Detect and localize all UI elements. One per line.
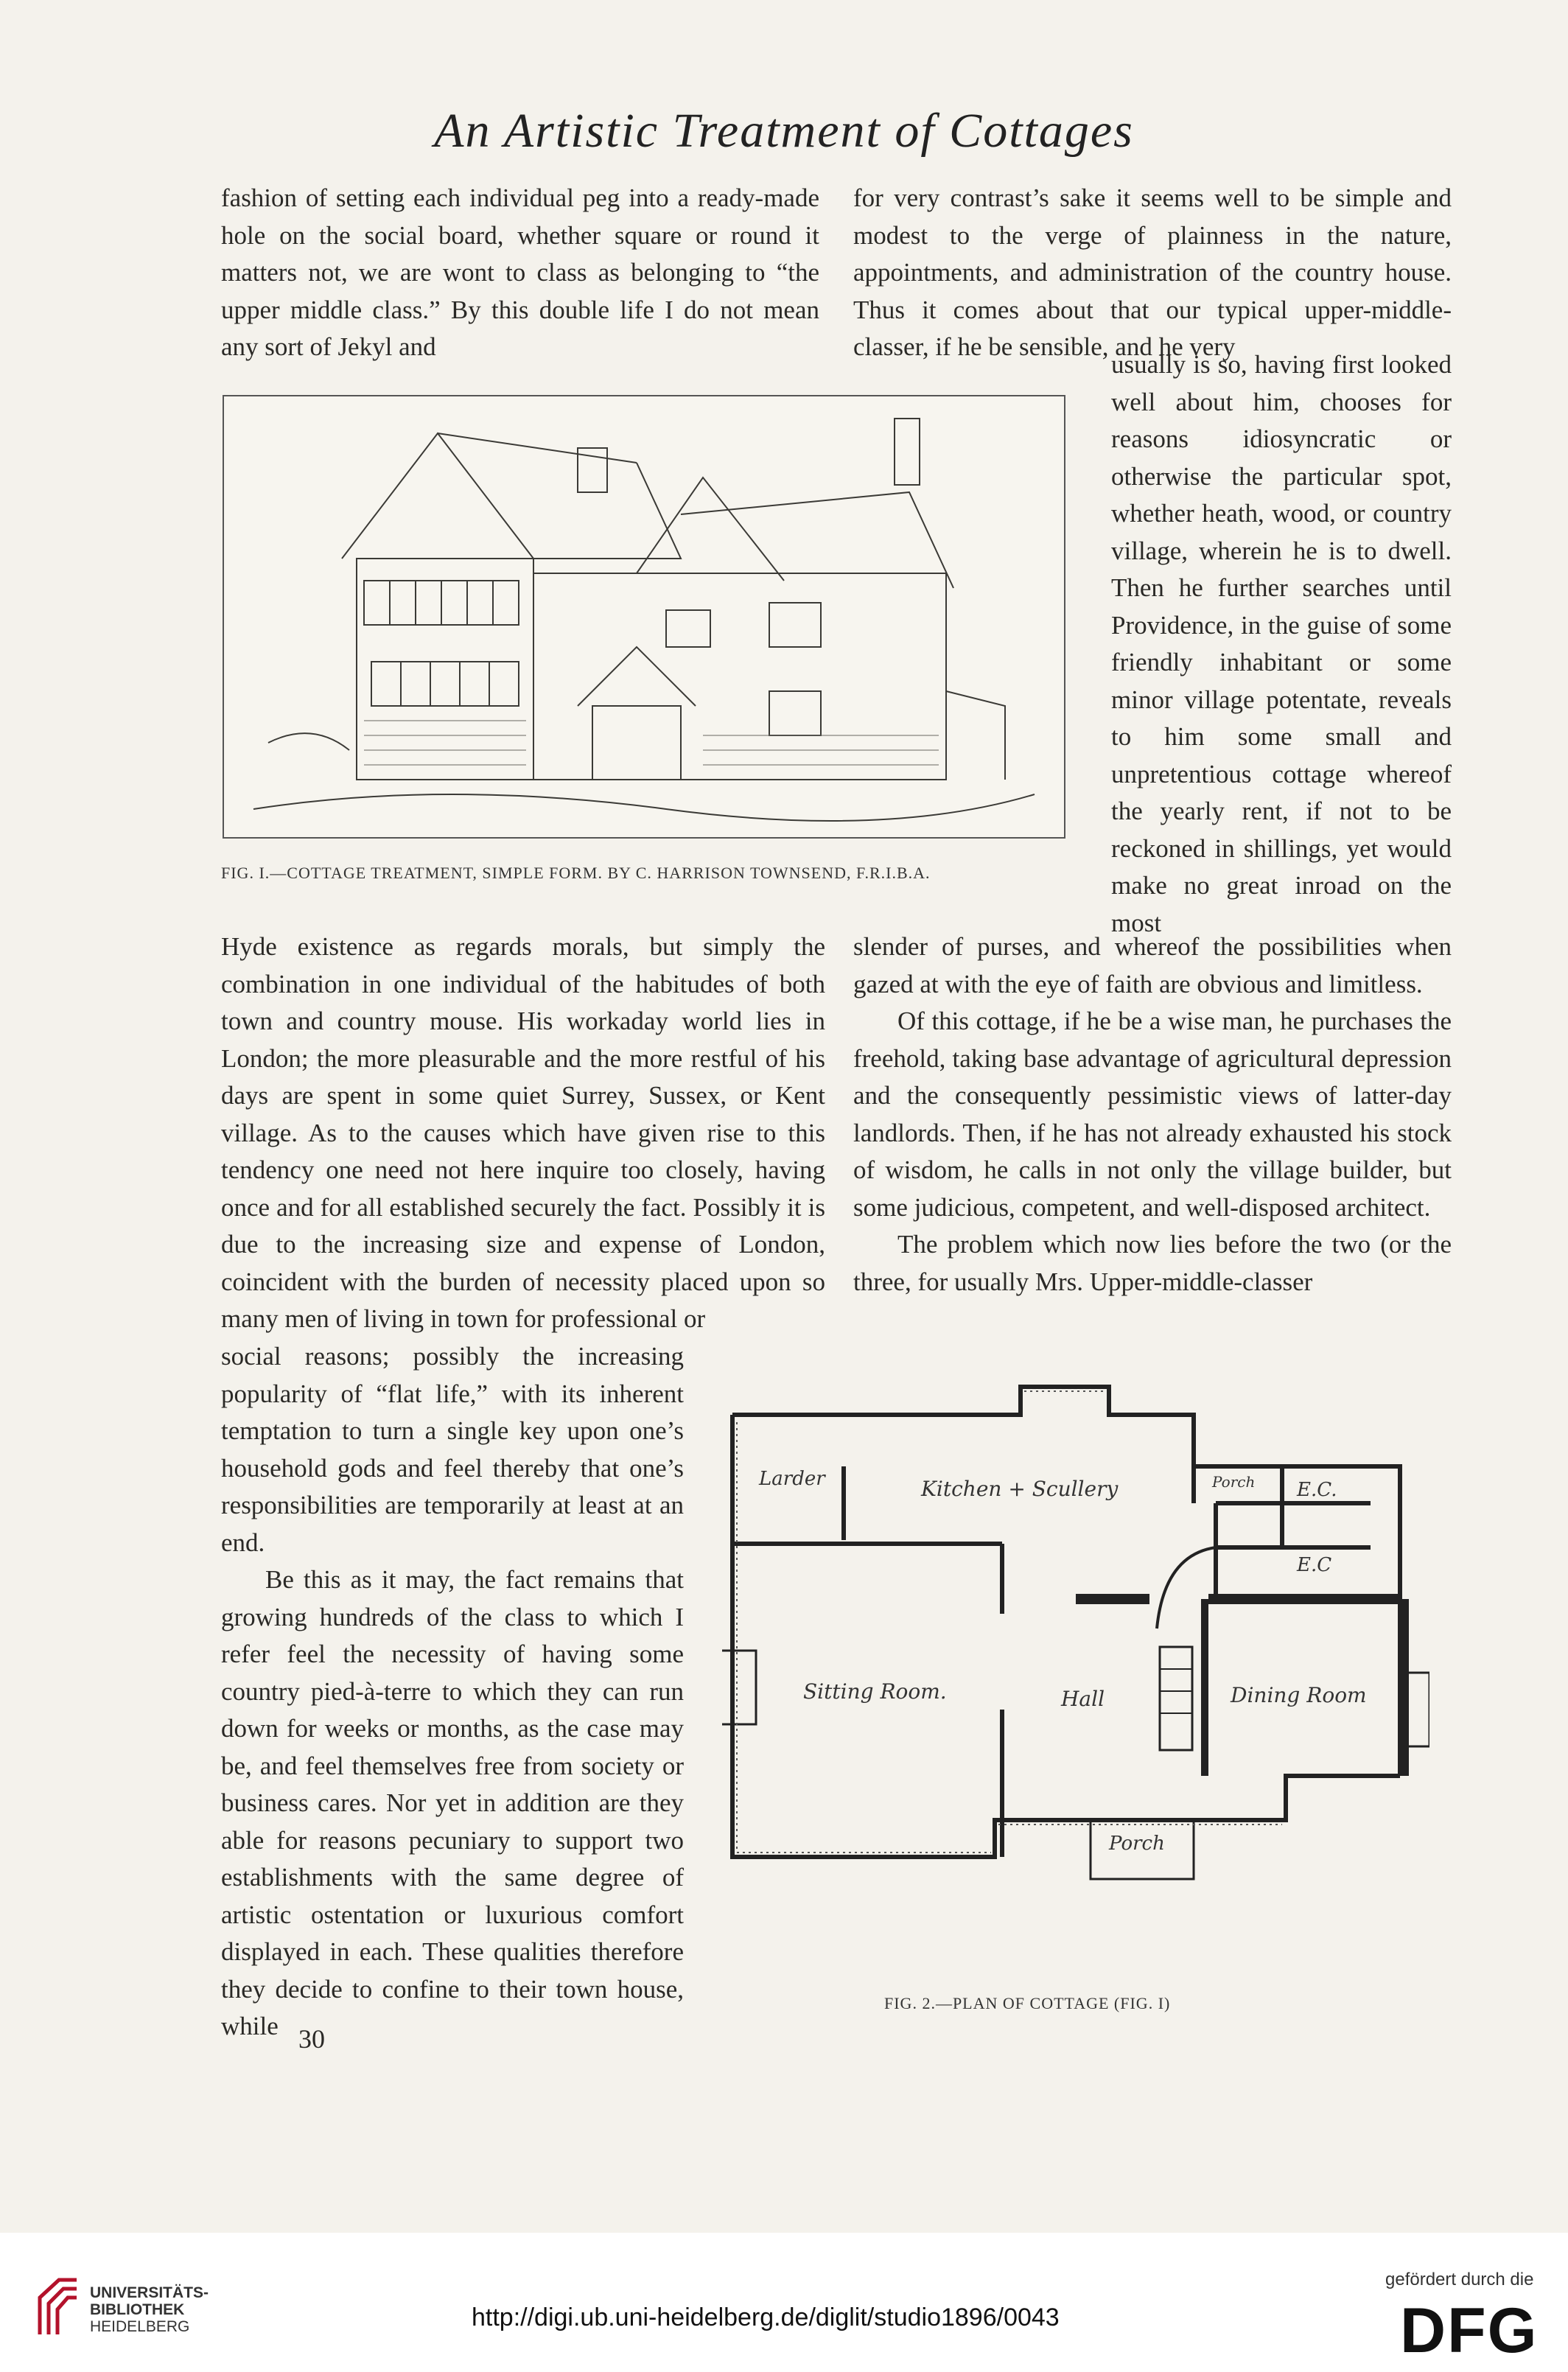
library-line-2: BIBLIOTHEK bbox=[90, 2301, 185, 2318]
paragraph: fashion of setting each individual peg into a ready-made hole on the social board, whether square or round it matters not, we are wont to class as belonging to “the upper middle class.” By this double life I do not mean any sort of Jekyl and bbox=[221, 183, 819, 361]
paragraph: Of this cottage, if he be a wise man, he purchases the freehold, taking base advantage of agricultural depression and the consequently pessimistic views of latter-day landlords. Then, if he has not already exhausted his stock of wisdom, he calls in not only the village builder, but some judicious, competent, and well-disposed architect. bbox=[853, 1007, 1452, 1222]
left-column-beside-plan bbox=[221, 1338, 684, 2046]
plan-label-sitting-room: Sitting Room. bbox=[803, 1679, 947, 1704]
library-line-3: HEIDELBERG bbox=[90, 2318, 190, 2335]
library-logo-icon bbox=[34, 2275, 81, 2337]
dfg-logo: DFG bbox=[1400, 2295, 1539, 2366]
plan-label-ec-1: E.C. bbox=[1297, 1479, 1337, 1501]
page-number: 30 bbox=[298, 2024, 325, 2054]
paragraph: The problem which now lies before the two (or the three, for usually Mrs. Upper-middle-classer bbox=[853, 1230, 1452, 1296]
library-name bbox=[90, 2284, 209, 2335]
plan-label-kitchen: Kitchen + Scullery bbox=[921, 1477, 1119, 1501]
figure-2-caption: FIG. 2.—PLAN OF COTTAGE (FIG. I) bbox=[884, 1994, 1171, 2012]
left-column-top bbox=[221, 180, 819, 366]
plan-label-larder: Larder bbox=[759, 1468, 825, 1490]
plan-label-dining-room: Dining Room bbox=[1231, 1683, 1367, 1707]
floor-plan bbox=[722, 1378, 1429, 1997]
right-column-beside-figure bbox=[1111, 346, 1452, 942]
plan-label-porch-back: Porch bbox=[1212, 1473, 1256, 1491]
paragraph: slender of purses, and whereof the possibilities when gazed at with the eye of faith are obvious and limitless. bbox=[853, 932, 1452, 998]
page-title: An Artistic Treatment of Cottages bbox=[434, 104, 1134, 158]
library-line-1: UNIVERSITÄTS- bbox=[90, 2284, 209, 2301]
right-column-middle bbox=[853, 928, 1452, 1301]
right-column-top bbox=[853, 180, 1452, 366]
footer bbox=[0, 2233, 1568, 2372]
plan-label-ec-2: E.C bbox=[1297, 1554, 1332, 1576]
cottage-drawing bbox=[224, 396, 1064, 837]
floor-plan-drawing bbox=[722, 1378, 1429, 1997]
plan-label-porch-front: Porch bbox=[1109, 1833, 1165, 1855]
paragraph: usually is so, having first looked well about him, chooses for reasons idiosyncratic or otherwise the particular spot, whether heath, wood, or country village, wherein he is to dwell. Then he further searches until Providence, in the guise of some friendly inhabitant or some minor village potentate, reveals to him some small and unpretentious cottage whereof the yearly rent, if not to be reckoned in shillings, yet would make no great inroad on the most bbox=[1111, 350, 1452, 937]
cottage-illustration bbox=[223, 395, 1065, 839]
paragraph: social reasons; possibly the increasing popularity of “flat life,” with its inherent temptation to turn a single key upon one’s household gods and feel thereby that one’s responsibilities are temporarily at least at an end. bbox=[221, 1342, 684, 1557]
paragraph: Hyde existence as regards morals, but simply the combination in one individual of the habitudes of both town and country mouse. His workaday world lies in London; the more pleasurable and the more restful of his days are spent in some quiet Surrey, Sussex, or Kent village. As to the causes which have given rise to this tendency one need not here inquire too closely, having once and for all established securely the fact. Possibly it is due to the increasing size and expense of London, coincident with the burden of necessity placed upon so many men of living in town for professional or bbox=[221, 932, 825, 1333]
figure-1-caption: FIG. I.—COTTAGE TREATMENT, SIMPLE FORM. BY C. HARRISON TOWNSEND, F.R.I.B.A. bbox=[221, 864, 931, 882]
paragraph: for very contrast’s sake it seems well to be simple and modest to the verge of plainness in the nature, appointments, and administration of the country house. Thus it comes about that our typical upper-middle-classer, if he be sensible, and he very bbox=[853, 183, 1452, 361]
plan-label-hall: Hall bbox=[1061, 1687, 1105, 1711]
source-url-link[interactable]: http://digi.ub.uni-heidelberg.de/diglit/studio1896/0043 bbox=[472, 2303, 1060, 2331]
funding-note: gefördert durch die bbox=[1385, 2270, 1534, 2289]
paragraph: Be this as it may, the fact remains that growing hundreds of the class to which I refer feel the necessity of having some country pied-à-terre to which they can run down for weeks or months, as the case may be, and feel themselves free from society or business cares. Nor yet in addition are they able for reasons pecuniary to support two establishments with the same degree of artistic ostentation or luxurious comfort displayed in each. These qualities therefore they decide to confine to their town house, while bbox=[221, 1565, 684, 2040]
left-column-middle bbox=[221, 928, 825, 1338]
